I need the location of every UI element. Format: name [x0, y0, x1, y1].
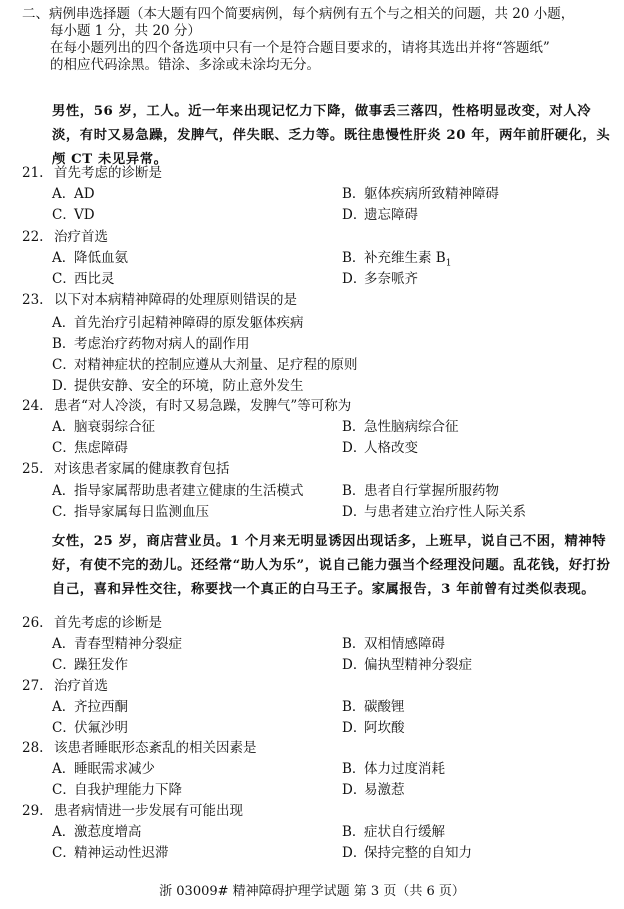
option-d[interactable]: D．人格改变 [342, 440, 418, 456]
option-a[interactable]: A．首先治疗引起精神障碍的原发躯体疾病 [52, 315, 304, 331]
question-25 [22, 459, 612, 520]
question-number: 24. [22, 398, 44, 414]
option-c[interactable]: C．自我护理能力下降 [52, 782, 182, 798]
option-b[interactable]: B．双相情感障碍 [342, 636, 445, 652]
question-number: 28. [22, 740, 44, 756]
option-b[interactable]: B．体力过度消耗 [342, 761, 445, 777]
option-c[interactable]: C．对精神症状的控制应遵从大剂量、足疗程的原则 [52, 357, 358, 373]
option-c[interactable]: C．VD [52, 207, 95, 223]
option-b[interactable]: B．躯体疾病所致精神障碍 [342, 186, 499, 202]
question-stem: 该患者睡眠形态紊乱的相关因素是 [54, 740, 257, 756]
question-23 [22, 290, 612, 394]
option-c[interactable]: C．西比灵 [52, 271, 115, 287]
question-stem: 对该患者家属的健康教育包括 [54, 461, 230, 477]
option-d[interactable]: D．遗忘障碍 [342, 207, 418, 223]
option-a[interactable]: A．脑衰弱综合征 [52, 419, 155, 435]
option-a[interactable]: A．青春型精神分裂症 [52, 636, 182, 652]
option-d[interactable]: D．多奈哌齐 [342, 271, 418, 287]
section-instructions-cont: 的相应代码涂黑。错涂、多涂或未涂均无分。 [50, 57, 320, 73]
question-number: 22. [22, 229, 44, 245]
question-number: 23. [22, 292, 44, 308]
question-number: 26. [22, 615, 44, 631]
option-b[interactable]: B．碳酸锂 [342, 699, 405, 715]
question-27 [22, 676, 612, 736]
section-instructions: 在每小题列出的四个备选项中只有一个是符合题目要求的，请将其选出并将“答题纸” [50, 40, 550, 56]
question-stem: 治疗首选 [54, 678, 108, 694]
question-stem: 首先考虑的诊断是 [54, 165, 162, 181]
option-d[interactable]: D．与患者建立治疗性人际关系 [342, 504, 526, 520]
question-number: 27. [22, 678, 44, 694]
option-a[interactable]: A．睡眠需求减少 [52, 761, 155, 777]
question-number: 25. [22, 461, 44, 477]
option-b[interactable]: B．考虑治疗药物对病人的副作用 [52, 336, 250, 352]
case-description-1: 男性，56 岁，工人。近一年来出现记忆力下降，做事丢三落四，性格明显改变，对人冷淡，有时又易急躁，发脾气，伴失眠、乏力等。既往患慢性肝炎 20 年，两年前肝硬化，头颅 CT 未见异常。 [52, 104, 611, 167]
page-footer: 浙 03009# 精神障碍护理学试题 第 3 页（共 6 页） [159, 884, 465, 899]
question-stem: 患者病情进一步发展有可能出现 [54, 803, 243, 819]
option-d[interactable]: D．提供安静、安全的环境，防止意外发生 [52, 378, 304, 394]
option-b[interactable]: B．急性脑病综合征 [342, 419, 459, 435]
case-description-2: 女性，25 岁，商店营业员。1 个月来无明显诱因出现话多，上班早，说自己不困，精神特好，有使不完的劲儿。还经常“助人为乐”，说自己能力强当个经理没问题。乱花钱，好打扮自己，喜和异性交往，称要找一个真正的白马王子。家属报告，3 年前曾有过类似表现。 [52, 534, 611, 597]
option-d[interactable]: D．易激惹 [342, 782, 405, 798]
option-a[interactable]: A．AD [52, 186, 95, 202]
section-header [22, 6, 612, 74]
option-a[interactable]: A．齐拉西酮 [52, 699, 128, 715]
option-a[interactable]: A．激惹度增高 [52, 824, 142, 840]
option-a[interactable]: A．指导家属帮助患者建立健康的生活模式 [52, 483, 304, 499]
question-stem: 以下对本病精神障碍的处理原则错误的是 [54, 292, 297, 308]
question-21 [22, 163, 612, 223]
option-c[interactable]: C．精神运动性迟滞 [52, 845, 169, 861]
option-c[interactable]: C．指导家属每日监测血压 [52, 504, 209, 520]
question-stem: 治疗首选 [54, 229, 108, 245]
option-b[interactable]: B．补充维生素 $B_1$ [342, 250, 452, 269]
option-c[interactable]: C．焦虑障碍 [52, 440, 128, 456]
section-title: 二、病例串选择题（本大题有四个简要病例，每个病例有五个与之相关的问题，共 20 小题， [22, 6, 575, 22]
option-d[interactable]: D．阿坎酸 [342, 720, 405, 736]
option-d[interactable]: D．偏执型精神分裂症 [342, 657, 472, 673]
question-24 [22, 396, 612, 456]
question-22 [22, 227, 612, 287]
option-b[interactable]: B．症状自行缓解 [342, 824, 445, 840]
question-29 [22, 801, 612, 861]
option-b[interactable]: B．患者自行掌握所服药物 [342, 483, 499, 499]
question-26 [22, 613, 612, 673]
question-stem: 首先考虑的诊断是 [54, 615, 162, 631]
option-d[interactable]: D．保持完整的自知力 [342, 845, 472, 861]
option-c[interactable]: C．躁狂发作 [52, 657, 128, 673]
question-number: 29. [22, 803, 44, 819]
subscript: 1 [445, 258, 452, 269]
question-number: 21. [22, 165, 44, 181]
option-a[interactable]: A．降低血氨 [52, 250, 128, 266]
section-title-cont: 每小题 1 分，共 20 分） [50, 23, 201, 39]
question-stem: 患者“对人冷淡，有时又易急躁，发脾气”等可称为 [54, 398, 352, 414]
question-28 [22, 738, 612, 798]
option-c[interactable]: C．伏氟沙明 [52, 720, 128, 736]
